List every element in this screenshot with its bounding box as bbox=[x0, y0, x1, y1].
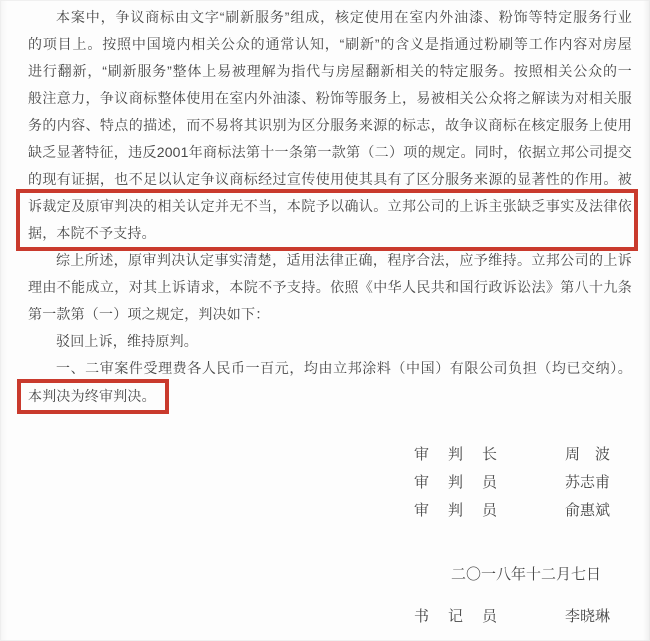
judgment-date: 二〇一八年十二月七日 bbox=[450, 566, 601, 583]
body-line: 综上所述，原审判决认定事实清楚，适用法律正确，程序合法，应予维持。立邦公司的上诉 bbox=[56, 252, 632, 268]
body-line: 本案中，争议商标由文字“刷新服务”组成，核定使用在室内外油漆、粉饰等特定服务行业 bbox=[56, 9, 632, 25]
highlight-box-annotation-1 bbox=[16, 189, 638, 251]
judge-name: 俞惠斌 bbox=[564, 502, 610, 519]
clerk-name: 李晓琳 bbox=[564, 608, 610, 625]
highlighted-line: 据，本院不予支持。 bbox=[28, 225, 156, 241]
body-line: 缺乏显著特征，违反2001年商标法第十一条第一款第（二）项的规定。同时，依据立邦公司提交 bbox=[28, 144, 632, 160]
judge-role-label: 审 判 长 bbox=[414, 446, 500, 463]
judge-name: 苏志甫 bbox=[564, 474, 610, 491]
highlight-box-annotation-2 bbox=[17, 379, 169, 414]
judge-role-label: 审 判 员 bbox=[414, 474, 500, 491]
ruling-line: 驳回上诉，维持原判。 bbox=[56, 333, 198, 349]
highlighted-line: 诉裁定及原审判决的相关认定并无不当，本院予以确认。立邦公司的上诉主张缺乏事实及法律依 bbox=[28, 198, 632, 214]
clerk-row bbox=[414, 603, 610, 631]
signature-row-judge bbox=[414, 469, 610, 497]
clerk-role-label: 书 记 员 bbox=[414, 608, 500, 625]
body-line: 进行翻新，“刷新服务”整体上易被理解为指代与房屋翻新相关的特定服务。按照相关公众的一 bbox=[28, 63, 632, 79]
body-line: 务的内容、特点的描述，而不易将其识别为区分服务来源的标志，故争议商标在核定服务上使用 bbox=[28, 117, 632, 133]
final-judgment-line: 本判决为终审判决。 bbox=[28, 388, 156, 404]
signature-row-judge bbox=[414, 497, 610, 525]
judgment-body bbox=[28, 4, 632, 411]
body-line: 的现有证据，也不足以认定争议商标经过宣传使用使其具有了区分服务来源的显著性的作用。被 bbox=[28, 171, 632, 187]
body-line: 理由不能成立，对其上诉请求，本院不予支持。依照《中华人民共和国行政诉讼法》第八十九条 bbox=[28, 279, 632, 295]
judge-role-label: 审 判 员 bbox=[414, 502, 500, 519]
body-line: 般注意力，争议商标整体使用在室内外油漆、粉饰等服务上，易被相关公众将之解读为对相关服 bbox=[28, 90, 632, 106]
body-line: 的项目上。按照中国境内相关公众的通常认知，“刷新”的含义是指通过粉刷等工作内容对房屋 bbox=[28, 36, 632, 52]
signature-row-presiding-judge bbox=[414, 441, 610, 469]
judge-name: 周 波 bbox=[564, 446, 610, 463]
body-line: 第一款第（一）项之规定，判决如下： bbox=[28, 306, 270, 322]
fee-line: 一、二审案件受理费各人民币一百元，均由立邦涂料（中国）有限公司负担（均已交纳）。 bbox=[56, 360, 632, 376]
signature-block bbox=[414, 441, 610, 631]
